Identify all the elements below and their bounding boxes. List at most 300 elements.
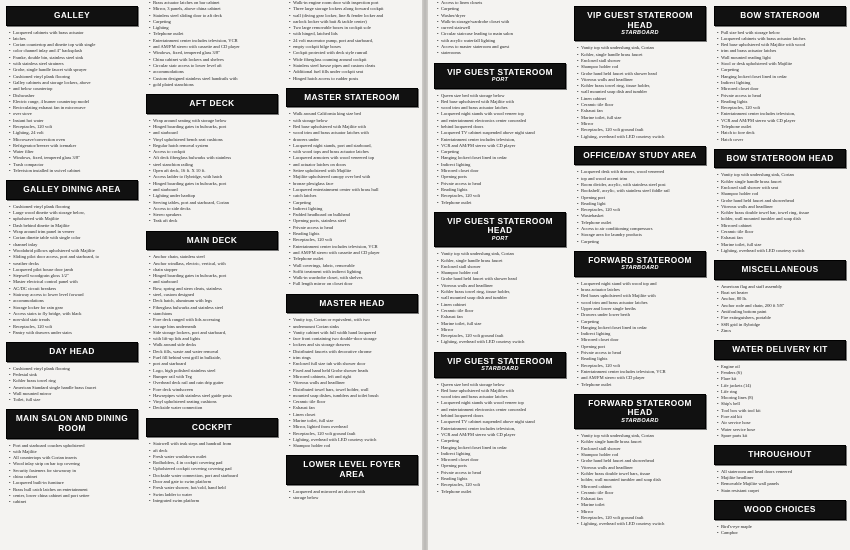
list-item: • Access ladder to flybridge, with hatch <box>149 174 279 180</box>
list-item: • wood trim and brass actuator latches <box>437 394 567 400</box>
list-item: • Vanity top with underslung sink, Corian <box>437 251 567 257</box>
section-title: OFFICE/DAY STUDY AREA <box>583 149 697 160</box>
feature-list <box>437 93 567 206</box>
list-item: • port and starboard <box>149 361 279 367</box>
list-item: • Grohe, single handle faucet with sprayer <box>9 67 139 73</box>
list-item: • bronze plexiglass face <box>289 181 419 187</box>
list-item: • Fenders (6) <box>717 370 847 376</box>
list-item: • Ceramic tile floor <box>717 229 847 235</box>
list-item: • Majilite upholstered canopy over bed with <box>289 174 419 180</box>
list-item: • Indirect lighting <box>289 206 419 212</box>
list-item: • Lacquered cabinets with brass actuator <box>9 30 139 36</box>
list-item: • Telephone outlet <box>577 220 707 226</box>
list-item: • Lacquered night stand with wood top and <box>577 281 707 287</box>
list-item: • Mirror, 3 panels, above china cabinet <box>149 6 279 12</box>
list-item: • behind lacquered doors <box>437 413 567 419</box>
list-item: • Side storage lockers, port and starboard, <box>149 330 279 336</box>
list-item: • Lacquered entertainment center with brass hull <box>289 187 419 193</box>
list-item: • and below countertop <box>9 86 139 92</box>
feature-list <box>149 441 279 504</box>
list-item: • Opening ports <box>437 174 567 180</box>
list-item: • Windows, fixed, tempered glass 3/8" <box>149 50 279 56</box>
list-item: • storage below <box>289 495 419 501</box>
list-item: • Fore deck ranged with lids accessing <box>149 317 279 323</box>
list-item: • Bed base upholstered with Majilite with <box>437 99 567 105</box>
list-item: • Telephone outlet <box>717 124 847 130</box>
list-item: • brass actuator latches <box>577 287 707 293</box>
list-item: • Lacquered armoires with wood veneered top <box>289 155 419 161</box>
list-item: • Engine oil <box>717 364 847 370</box>
list-item: • Fuel fill behind vent grill in bulkside, <box>149 355 279 361</box>
list-item: • Upholstered cockpit covering covering pad <box>149 466 279 472</box>
list-item: • Hanging locker/closet lined in cedar <box>437 445 567 451</box>
list-item: • Lacquered cabinets with brass actuator latches <box>717 36 847 42</box>
list-item: • Fresh water shower, hot/cold, hand held <box>149 485 279 491</box>
list-item: • Anchor, 80 lb. <box>717 296 847 302</box>
list-item: • Opening ports <box>437 463 567 469</box>
list-item: • Serving tables, port and starboard, Corian <box>149 200 279 206</box>
section-subtitle: STARBOARD <box>481 366 519 373</box>
list-item: • Bed base upholstered with Majilite with <box>437 388 567 394</box>
list-item: • Fresh water washdown outlet <box>149 454 279 460</box>
list-item: • top and wood accent trim <box>577 176 707 182</box>
list-item: • Stool or desk upholstered with Majilite <box>717 61 847 67</box>
list-item: • Reading lights <box>717 99 847 105</box>
list-item: • Aft deck fiberglass bulwarks with stainless <box>149 155 279 161</box>
list-item: • Deck fills, waste and water removal <box>149 349 279 355</box>
right-column-3 <box>711 0 849 550</box>
list-item: • holder, wall mounted tumbler and soap dish <box>577 477 707 483</box>
list-item: • Access to cockpit <box>149 149 279 155</box>
list-item: • Lighting, overhead with LED courtesy switch <box>577 134 707 140</box>
list-item: • Access to linen closets <box>437 0 567 6</box>
list-item: • Lighting under hardtop <box>149 193 279 199</box>
list-item: • Corian countertop and dinette top with single <box>9 42 139 48</box>
section-header <box>6 180 138 200</box>
list-item: • center, lower china cabinet and port settee <box>9 493 139 499</box>
section-subtitle: STARBOARD <box>621 417 659 424</box>
list-item: • Television installed in swivel cabinet <box>9 168 139 174</box>
list-item: • curved stairwell <box>437 25 567 31</box>
list-item: • Wall mounted reading light <box>717 55 847 61</box>
list-item: • Hanging locker/closet lined in cedar <box>717 74 847 80</box>
section-header <box>574 251 706 277</box>
list-item: • steel, custom designed <box>149 292 279 298</box>
list-item: • Access stairs to fly bridge, with black <box>9 311 139 317</box>
list-item: • Hinged boarding gates in bulwarks, port <box>149 124 279 130</box>
list-item: • with storage below <box>289 118 419 124</box>
list-item: • Vitreous walls and headliner <box>577 77 707 83</box>
list-item: • channel inlay <box>9 242 139 248</box>
list-item: • Marine toilet <box>577 502 707 508</box>
list-item: • Entertainment center includes television, <box>437 137 567 143</box>
list-item: • Settee upholstered with Majilite <box>289 168 419 174</box>
section-header <box>574 394 706 429</box>
list-item: • and starboard <box>149 187 279 193</box>
list-item: • Reading lights <box>437 187 567 193</box>
list-item: • Cushioned vinyl plank flooring <box>9 74 139 80</box>
list-item: • American flag and staff assembly <box>717 284 847 290</box>
list-item: • Kohler, single handle brass faucet <box>437 258 567 264</box>
list-item: • empty cockpit bilge boxes <box>289 44 419 50</box>
list-item: • Carpeting <box>577 319 707 325</box>
list-item: • Regular hatch removal system <box>149 143 279 149</box>
feature-list <box>717 284 847 334</box>
list-item: • Lacquered desk with drawers, wood veneered <box>577 169 707 175</box>
list-item: • over stove <box>9 111 139 117</box>
list-item: • Vinyl upholstered bench seat cushions <box>149 137 279 143</box>
section-header <box>714 6 846 26</box>
list-item: • Soffit treatment with indirect lighting <box>289 269 419 275</box>
list-item: • Distributed faucets with decorative chrome <box>289 349 419 355</box>
list-item: • Telephone outlet <box>149 31 279 37</box>
list-item: • Lighting, overhead with LED courtesy switch <box>289 437 419 443</box>
list-item: • Wrap around seating with storage below <box>149 118 279 124</box>
list-item: • Mirrored closet door <box>577 337 707 343</box>
list-item: • latches <box>9 36 139 42</box>
list-item: • Exhaust fan <box>717 235 847 241</box>
list-item: • Receptacles, 120 volt <box>437 482 567 488</box>
list-item: • Dishwasher <box>9 93 139 99</box>
section-subtitle: STARBOARD <box>621 265 659 272</box>
feature-list <box>289 317 419 449</box>
list-item: • Carpeting <box>717 67 847 73</box>
feature-list <box>577 169 707 245</box>
list-item: • Carpeting <box>437 438 567 444</box>
right-column-2 <box>571 0 709 550</box>
list-item: • Zincs <box>717 328 847 334</box>
section-header <box>146 418 278 438</box>
list-item: • Pedestal sink <box>9 372 139 378</box>
section-title: VIP GUEST STATEROOM HEAD <box>447 215 553 236</box>
list-item: • Receptacles, 120 volt <box>717 105 847 111</box>
list-item: • Bow, spring and stern cleats, stainless <box>149 286 279 292</box>
section-title: VIP GUEST STATEROOM <box>447 66 553 77</box>
list-item: • Lacquered night stands with wood veneer top <box>437 400 567 406</box>
list-item: • Receptacles, 120 volt <box>577 207 707 213</box>
list-item: • Security fasteners for stowaway in <box>9 468 139 474</box>
list-item: • Lacquered and mirrored art alcove with <box>289 489 419 495</box>
list-item: • Indirect lighting <box>437 162 567 168</box>
list-item: • Vanity top, Corian or equivalent, with two <box>289 317 419 323</box>
list-item: • Reading lights <box>577 356 707 362</box>
list-item: • Enclosed stall shower <box>577 58 707 64</box>
section-title: COCKPIT <box>191 421 233 432</box>
section-header <box>6 342 138 362</box>
section-title: MASTER STATEROOM <box>304 91 400 102</box>
feature-list <box>9 443 139 506</box>
list-item: • Cushioned vinyl plank flooring <box>9 204 139 210</box>
list-item: • Brass actuator latches on bar cabinet <box>149 0 279 6</box>
list-item: • and entertainment electronics center concealed <box>437 118 567 124</box>
list-item: • and AM/FM stereo with cassette and CD player <box>289 250 419 256</box>
list-item: • Vanity top with underslung sink, Corian <box>717 172 847 178</box>
list-item: • Kohler single handle brass faucet <box>577 439 707 445</box>
left-column-2 <box>143 0 281 550</box>
list-item: • Indirect lighting <box>577 331 707 337</box>
list-item: • and AM/FM stereo with cassette and CD player <box>149 44 279 50</box>
list-item: • Hanging locker/closet lined in cedar <box>437 155 567 161</box>
list-item: • lockers and six storage drawers <box>289 342 419 348</box>
feature-list <box>577 281 707 388</box>
list-item: • Kohler brass towel ring, tissue holder, <box>437 289 567 295</box>
list-item: • Lacquered night stands, port and starboard, <box>289 143 419 149</box>
list-item: • Three large storage lockers along forward cockpit <box>289 6 419 12</box>
section-title: MAIN DECK <box>186 234 238 245</box>
list-item: • Ceramic tile floor <box>437 308 567 314</box>
list-item: • Flare kit <box>717 376 847 382</box>
list-item: • Linen closet <box>289 412 419 418</box>
feature-list <box>149 118 279 225</box>
list-item: • Removable Majilite wall panels <box>717 481 847 487</box>
section-title: THROUGHOUT <box>748 449 812 460</box>
list-item: • Washer/dryer <box>437 13 567 19</box>
list-item: • Vinyl upholstered seating cushions <box>149 399 279 405</box>
list-item: • Vitreous walls and headliner <box>577 465 707 471</box>
section-title: FORWARD STATEROOM <box>588 254 692 265</box>
list-item: • Additional fuel fills under cockpit seat <box>289 69 419 75</box>
section-header <box>146 231 278 251</box>
list-item: • Cockpit protected with deck style runrail <box>289 50 419 56</box>
list-item: • Lacquered pilot house door jamb <box>9 267 139 273</box>
list-item: • aft deck <box>149 448 279 454</box>
section-title: AFT DECK <box>189 98 235 109</box>
list-item: • Walk-in engine room door with inspection port <box>289 0 419 6</box>
list-item: • Kohler, single handle brass faucet <box>577 52 707 58</box>
list-item: • Stairwell with teak steps and handrail from <box>149 441 279 447</box>
list-item: • Linen cabinet <box>437 302 567 308</box>
section-title: MASTER HEAD <box>319 297 385 308</box>
list-item: • Linen cabinet <box>577 96 707 102</box>
list-item: • and starboard <box>149 279 279 285</box>
list-item: • steel stanchion railing <box>149 162 279 168</box>
list-item: • Stainless steel sliding door to aft deck <box>149 13 279 19</box>
list-item: • Large wood dinette with storage below, <box>9 210 139 216</box>
list-item: • Storage locker for rain gear <box>9 305 139 311</box>
list-item: • Stain resistant carpet <box>717 488 847 494</box>
section-header <box>714 260 846 280</box>
list-item: • wood trim and brass actuator latches <box>577 300 707 306</box>
list-item: • Distributed towel bars, towel holder, wall <box>289 387 419 393</box>
list-item: • Entertainment center includes television, <box>717 111 847 117</box>
feature-list <box>9 366 139 404</box>
list-item: • Refrigerator/freezer with icemaker <box>9 143 139 149</box>
list-item: • behind lacquered doors <box>437 124 567 130</box>
list-item: • Exhaust fan <box>437 314 567 320</box>
list-item: • Access to master stateroom and guest <box>437 44 567 50</box>
list-item: • storage bins underneath <box>149 324 279 330</box>
section-title: FORWARD STATEROOM HEAD <box>588 397 692 418</box>
list-item: • Carpeting <box>289 200 419 206</box>
list-item: • Vitreous walls and headliner <box>717 204 847 210</box>
list-item: • Spare parts kit <box>717 433 847 439</box>
list-item: • Vanity top with underslung sink, Corian <box>577 45 707 51</box>
list-item: • chain stopper <box>149 267 279 273</box>
list-item: • Mooring lines (8) <box>717 395 847 401</box>
list-item: • china cabinet <box>9 474 139 480</box>
list-item: • Galley cabinets and storage lockers, above <box>9 80 139 86</box>
list-item: • Pantry with drawers under stairs <box>9 330 139 336</box>
list-item: • Carpeting <box>437 6 567 12</box>
section-title: MAIN SALON AND DINING ROOM <box>15 413 129 433</box>
list-item: • Dash behind dinette in Majilite <box>9 223 139 229</box>
list-item: • drawers under <box>289 137 419 143</box>
list-item: • Lighting <box>149 25 279 31</box>
list-item: • Storage area for laundry products <box>577 232 707 238</box>
list-item: • Vanity top with underslung sink, Corian <box>577 433 707 439</box>
list-item: • Anchor rode and chain, 200 ft 5/8" <box>717 303 847 309</box>
list-item: • Master electrical control panel with <box>9 279 139 285</box>
list-item: • Pull size bed with storage below <box>717 30 847 36</box>
list-item: • Exhaust fan <box>577 108 707 114</box>
section-header <box>714 149 846 169</box>
list-item: • Mirror, lighted from overhead <box>289 424 419 430</box>
list-item: • with acrylic waterfall lighting <box>437 38 567 44</box>
list-item: • face front containing two double-door storage <box>289 336 419 342</box>
list-item: • AC/DC circuit breakers <box>9 286 139 292</box>
list-item: • Ship's bell <box>717 401 847 407</box>
list-item: • stanchions <box>149 311 279 317</box>
list-item: • Grohe hand held faucet and showerhead <box>717 198 847 204</box>
list-item: • Deck hatch, aluminum with legs <box>149 298 279 304</box>
list-item: • Fore aid kit <box>717 414 847 420</box>
list-item: • Wood inlay strip on bar top covering <box>9 461 139 467</box>
list-item: • Receptacles, 120 volt <box>437 193 567 199</box>
list-item: • Logo, high polished stainless steel <box>149 368 279 374</box>
list-item: • Campbor <box>717 530 847 536</box>
list-item: • oarlock locker with bait & tackle center) <box>289 19 419 25</box>
list-item: • Mirror <box>437 327 567 333</box>
list-item: • Walk around side decks <box>149 342 279 348</box>
section-header <box>146 94 278 114</box>
list-item: • Shampoo holder rod <box>717 191 847 197</box>
list-item: • mounted soap dishes, tumblers and toilet brush <box>289 393 419 399</box>
section-title: LOWER LEVEL FOYER AREA <box>303 459 401 479</box>
list-item: • Corian dinette table with single color <box>9 235 139 241</box>
list-item: • Open aft deck, 16 ft. X 10 ft. <box>149 168 279 174</box>
list-item: • Walk-in storage/wardrobe closet with <box>437 19 567 25</box>
section-header <box>574 146 706 166</box>
list-item: • Enclosed stall shower <box>437 264 567 270</box>
list-item: • Anchor chain, stainless steel <box>149 254 279 260</box>
list-item: • with Majilite <box>9 449 139 455</box>
list-item: • Receptacles, 120 volt ground fault <box>437 333 567 339</box>
list-item: • All countertops with Corian inserts <box>9 455 139 461</box>
section-title: GALLEY DINING AREA <box>23 184 121 195</box>
list-item: • Entertainment center includes television, VCR <box>289 244 419 250</box>
list-item: • Receptacles, 120 volt ground fault <box>289 431 419 437</box>
list-item: • Windows, fixed, tempered glass 3/8" <box>9 155 139 161</box>
list-item: • Enclosed full size tub with shower door <box>289 361 419 367</box>
list-item: • Life jackets (14) <box>717 383 847 389</box>
list-item: • Kohler single handle brass faucet <box>717 179 847 185</box>
list-item: • Drawers under lower berth <box>577 312 707 318</box>
section-title: WATER DELIVERY KIT <box>732 344 828 355</box>
list-item: • wood trim and brass actuator latches <box>437 105 567 111</box>
section-header <box>434 352 566 378</box>
list-item: • Stairway access to lower level forward <box>9 292 139 298</box>
list-item: • Entertainment center includes television, VCR <box>149 38 279 44</box>
list-item: • Wastebasket <box>577 213 707 219</box>
list-item: • Fixed and hand held Grohe shower heads <box>289 368 419 374</box>
section-title: BOW STATEROOM <box>740 10 820 20</box>
feature-list <box>9 204 139 336</box>
list-item: • Hinged boarding gates in bulwarks, port <box>149 273 279 279</box>
list-item: • Ceramic tile floor <box>577 490 707 496</box>
list-item: • Boat set heater <box>717 290 847 296</box>
list-item: • American Standard single handle brass faucet <box>9 385 139 391</box>
list-item: • Microwave/convection oven <box>9 137 139 143</box>
list-item: • Kohler brass towel ring, tissue holder, <box>577 83 707 89</box>
list-item: • Telephone outlet <box>437 489 567 495</box>
list-item: • Carpeting <box>577 239 707 245</box>
list-item: • Stainless steel hawse pipes and custom cleats <box>289 63 419 69</box>
list-item: • Rodholders, 4 in cockpit covering pad <box>149 460 279 466</box>
section-header <box>6 409 138 438</box>
list-item: • Lacquered TV cabinet suspended above night stand <box>437 130 567 136</box>
section-header <box>714 500 846 520</box>
list-item: • Indirect lighting <box>717 80 847 86</box>
list-item: • Lacquered TV cabinet suspended above night stand <box>437 419 567 425</box>
list-item: • Fiberglass bulwarks and stainless steel <box>149 305 279 311</box>
list-item: • Wall mounted mirror <box>9 391 139 397</box>
list-item: • Mirrored cabinet <box>577 484 707 490</box>
list-item: • Woodabrid pillows upholstered with Majilite <box>9 248 139 254</box>
list-item: • Queen size bed with storage below <box>437 382 567 388</box>
list-item: • Private access to head <box>577 350 707 356</box>
list-item: • Access to air conditioning compressors <box>577 226 707 232</box>
list-item: • Grohe hand held faucet and showerhead <box>577 458 707 464</box>
list-item: • Shampoo holder rod <box>577 64 707 70</box>
list-item: • and actuator latches on doors <box>289 162 419 168</box>
feature-list <box>717 524 847 537</box>
list-item: • Entertainment center includes television, <box>437 426 567 432</box>
list-item: • weather decks <box>9 261 139 267</box>
section-title: DAY HEAD <box>49 346 95 357</box>
list-item: • Private access to head <box>437 470 567 476</box>
feature-list <box>437 0 567 57</box>
list-item: • Overhead deck rail and rain drip gutter <box>149 380 279 386</box>
list-item: • Door and gate to swim platform <box>149 479 279 485</box>
feature-list <box>289 111 419 287</box>
list-item: • Toilet, full size <box>9 397 139 403</box>
list-item: • Teak aft deck <box>149 218 279 224</box>
section-header <box>286 88 418 108</box>
section-title: WOOD CHOICES <box>744 503 816 514</box>
list-item: • Two large removable boxes in cockpit sole <box>289 25 419 31</box>
list-item: • Reading lights <box>437 476 567 482</box>
section-title: MISCELLANEOUS <box>741 264 819 275</box>
list-item: • Full length mirror on closet door <box>289 281 419 287</box>
list-item: • Hatch cover <box>717 137 847 143</box>
list-item: • Bird's-eye maple <box>717 524 847 530</box>
list-item: • Vitreous walls and headliner <box>437 283 567 289</box>
list-item: • and starboard <box>149 130 279 136</box>
left-column-1 <box>3 0 141 550</box>
list-item: • Shampoo holder rod <box>437 270 567 276</box>
list-item: • VCR and AM/FM stereo with CD player <box>437 143 567 149</box>
list-item: • non-skid stair treads <box>9 317 139 323</box>
list-item: • Mirrored closet door <box>437 168 567 174</box>
section-title: VIP GUEST STATEROOM HEAD <box>587 10 693 30</box>
left-column-3 <box>283 0 421 550</box>
list-item: • Life ring <box>717 389 847 395</box>
feature-list <box>149 0 279 88</box>
list-item: • wood trim and brass actuator latches with <box>289 130 419 136</box>
list-item: • Private access to head <box>289 225 419 231</box>
list-item: • wall mounted soap dish and tumbler <box>437 295 567 301</box>
section-header <box>286 455 418 484</box>
